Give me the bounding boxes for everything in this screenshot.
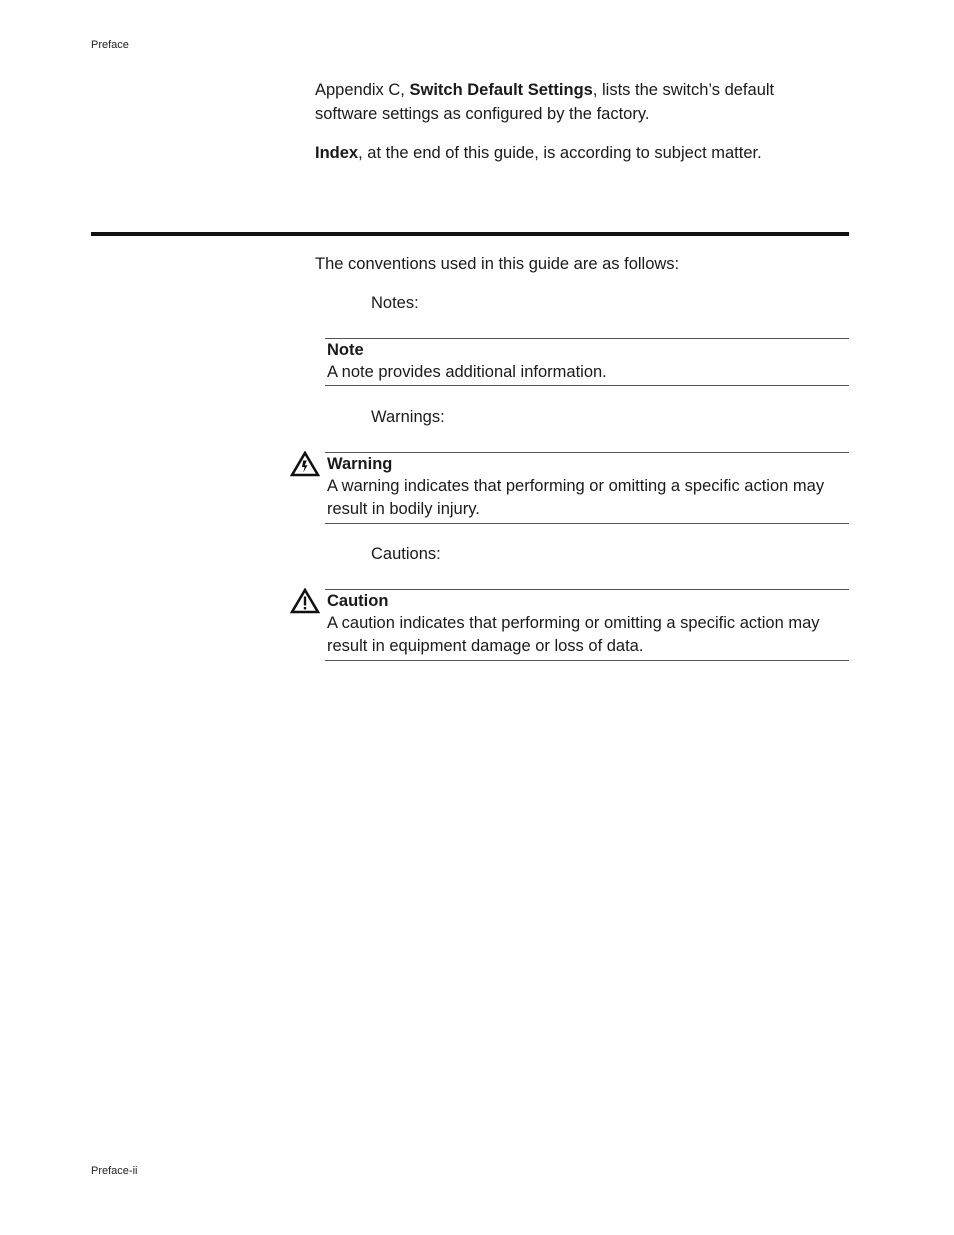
caution-box: [325, 589, 849, 661]
electrical-hazard-icon: [290, 451, 320, 477]
conventions-intro: The conventions used in this guide are as follows:: [315, 255, 680, 273]
section-divider: [91, 232, 849, 236]
warning-body: A warning indicates that performing or omitting a specific action may result in bodily injury.: [327, 477, 825, 518]
cautions-label: Cautions:: [371, 545, 441, 563]
index-title: Index: [315, 144, 359, 162]
running-footer: Preface-ii: [91, 1165, 138, 1177]
index-paragraph: [315, 141, 825, 165]
appendix-c-suffix: , lists the switch’s default software settings as configured by the factory.: [315, 81, 775, 123]
index-suffix: , at the end of this guide, is according to subject matter.: [358, 144, 762, 162]
appendix-c-paragraph: [315, 78, 825, 126]
note-title: Note: [327, 341, 364, 359]
note-box: [325, 338, 849, 386]
notes-label: Notes:: [371, 294, 419, 312]
appendix-c-title: Switch Default Settings: [409, 81, 593, 99]
caution-title: Caution: [327, 592, 389, 610]
warning-title: Warning: [327, 455, 393, 473]
caution-body: A caution indicates that performing or omitting a specific action may result in equipment damage or loss of data.: [327, 614, 820, 655]
running-header: Preface: [91, 39, 129, 51]
warnings-label: Warnings:: [371, 408, 445, 426]
note-body: A note provides additional information.: [327, 363, 607, 381]
exclamation-triangle-icon: [290, 588, 320, 614]
warning-box: [325, 452, 849, 524]
appendix-c-prefix: Appendix C,: [315, 81, 410, 99]
